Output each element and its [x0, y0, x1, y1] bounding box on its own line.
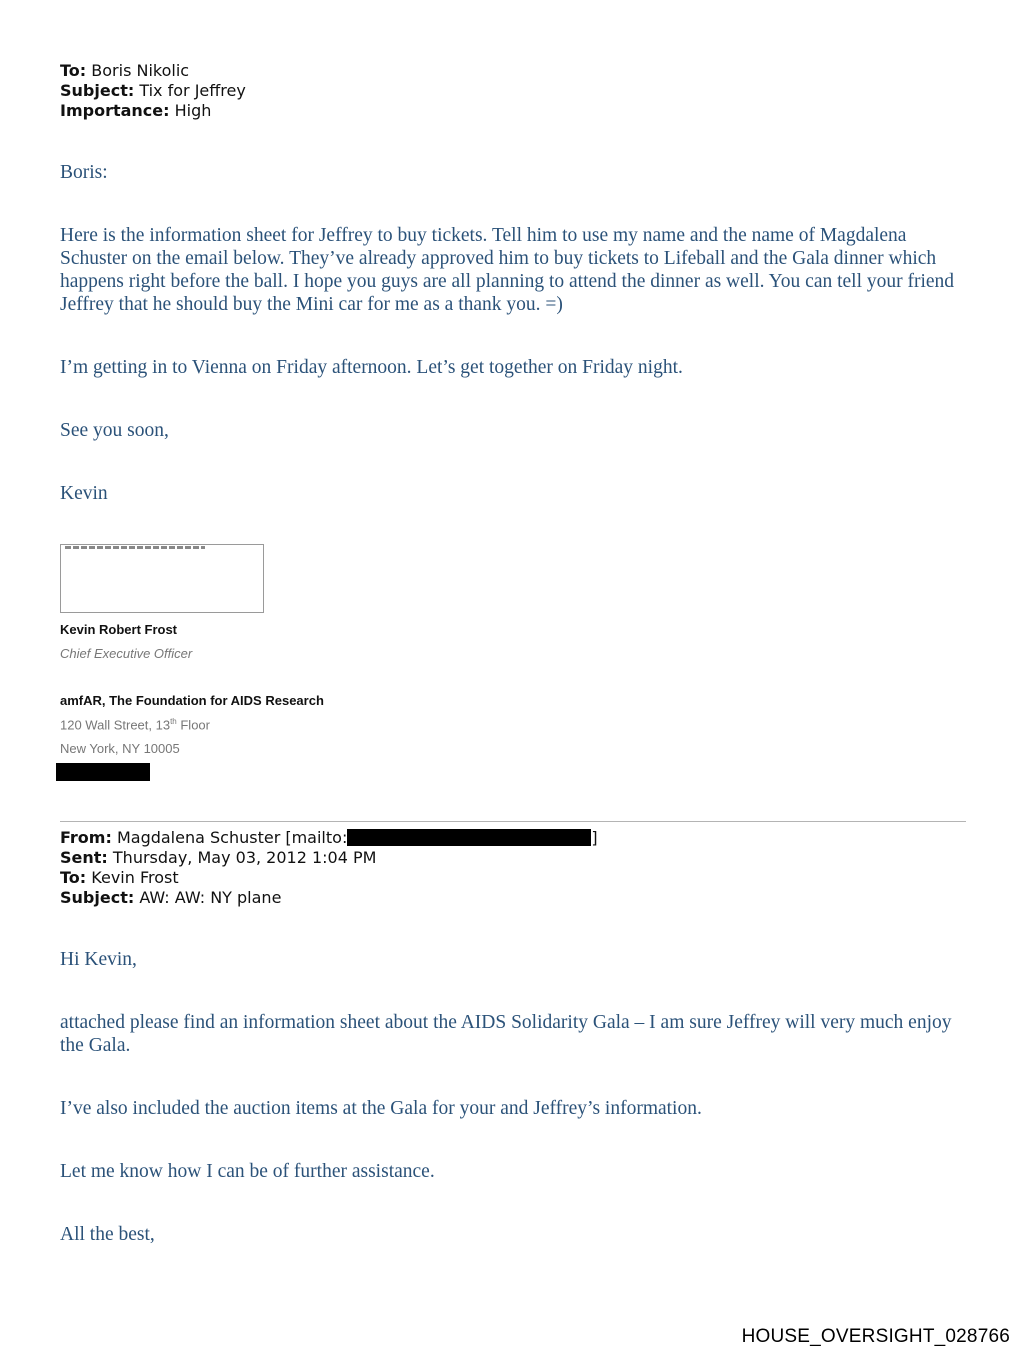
sign-off-name: Kevin	[60, 483, 108, 504]
body-paragraph: attached please find an information sheet about the AIDS Solidarity Gala – I am sure Jeffrey will very much enjoy the Gala.	[60, 1012, 952, 1056]
subject-value: Tix for Jeffrey	[139, 81, 246, 100]
signature-address-line1: 120 Wall Street, 13th Floor	[60, 717, 210, 733]
subject-value: AW: AW: NY plane	[139, 888, 282, 907]
sent-label: Sent:	[60, 848, 108, 867]
redaction-bar	[347, 829, 591, 846]
signature-image-placeholder	[65, 546, 205, 549]
header-importance	[60, 101, 211, 121]
importance-value: High	[174, 101, 212, 120]
to-value: Kevin Frost	[91, 868, 179, 887]
signature-address-line2: New York, NY 10005	[60, 741, 180, 756]
header-subject	[60, 888, 281, 908]
signature-org: amfAR, The Foundation for AIDS Research	[60, 693, 324, 708]
signature-title: Chief Executive Officer	[60, 646, 193, 661]
importance-label: Importance:	[60, 101, 170, 120]
body-paragraph: Here is the information sheet for Jeffrey to buy tickets. Tell him to use my name and the name of Magdalena Schuster on the email below. They’ve already approved him to buy tickets to Lifeball and the Gala dinner which happens right before the ball. I hope you guys are all planning to attend the dinner as well. You can tell your friend Jeffrey that he should buy the Mini car for me as a thank you. =)	[60, 225, 955, 315]
subject-label: Subject:	[60, 81, 135, 100]
closing: All the best,	[60, 1224, 155, 1245]
header-to	[60, 61, 189, 81]
header-sent	[60, 848, 376, 868]
header-to	[60, 868, 179, 888]
closing: See you soon,	[60, 420, 169, 441]
greeting: Boris:	[60, 162, 108, 183]
from-close: ]	[591, 828, 598, 847]
from-value: Magdalena Schuster [mailto:	[116, 828, 348, 847]
redaction-bar	[56, 763, 150, 781]
greeting: Hi Kevin,	[60, 949, 137, 970]
to-value: Boris Nikolic	[91, 61, 190, 80]
bates-number: HOUSE_OVERSIGHT_028766	[741, 1326, 1010, 1347]
signature-name: Kevin Robert Frost	[60, 622, 178, 637]
body-paragraph: Let me know how I can be of further assistance.	[60, 1161, 435, 1182]
from-label: From:	[60, 828, 112, 847]
separator-line	[60, 821, 966, 822]
subject-label: Subject:	[60, 888, 135, 907]
to-label: To:	[60, 868, 87, 887]
header-from	[60, 828, 598, 848]
body-paragraph: I’m getting in to Vienna on Friday afternoon. Let’s get together on Friday night.	[60, 357, 683, 378]
sent-value: Thursday, May 03, 2012 1:04 PM	[112, 848, 377, 867]
body-paragraph: I’ve also included the auction items at the Gala for your and Jeffrey’s information.	[60, 1098, 702, 1119]
header-subject	[60, 81, 246, 101]
signature-logo-box	[60, 544, 264, 613]
to-label: To:	[60, 61, 87, 80]
